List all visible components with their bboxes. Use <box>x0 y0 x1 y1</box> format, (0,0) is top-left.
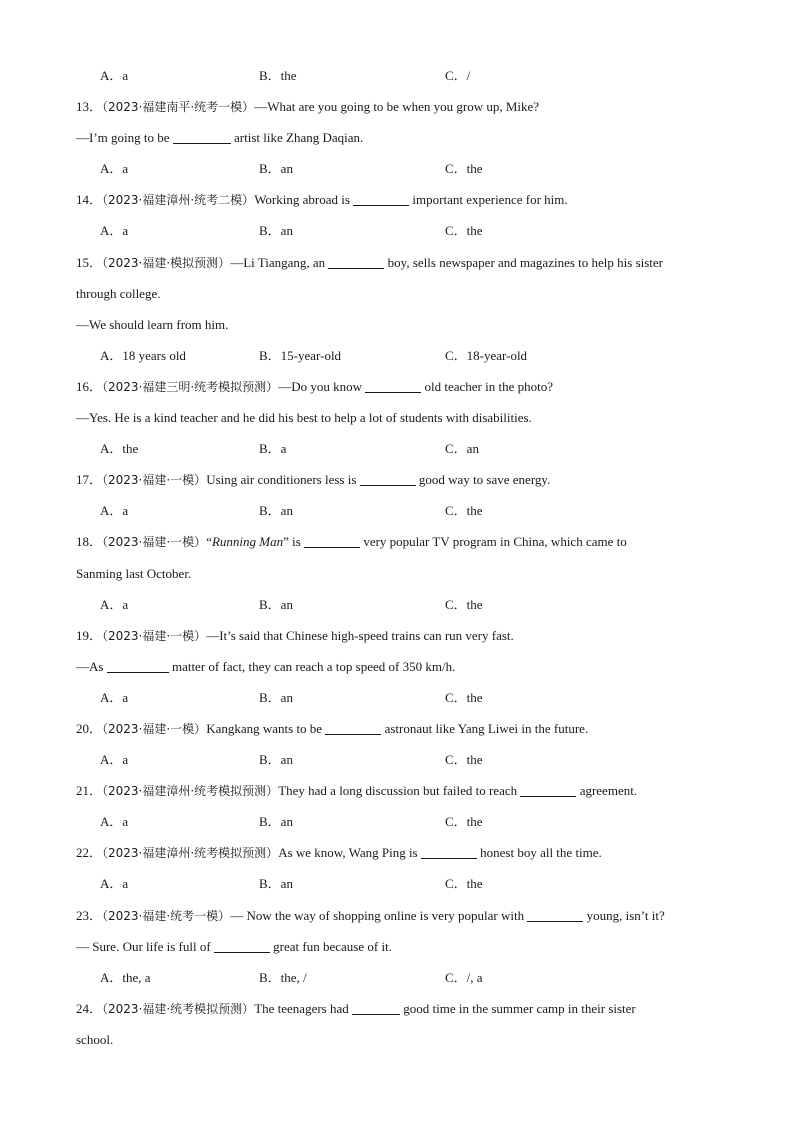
q22-stem-pre: As we know, Wang Ping is <box>278 845 421 861</box>
q17-source: （2023·福建·一模） <box>102 473 207 488</box>
q23-option-a[interactable]: A．the, a <box>100 969 151 985</box>
q23-stem-post: young, isn’t it? <box>583 907 665 923</box>
q15-source: （2023·福建·模拟预测） <box>102 255 231 270</box>
q21-number: 21． <box>76 783 103 799</box>
q14-number: 14． <box>76 192 103 208</box>
q19-options <box>76 682 726 713</box>
q17-stem <box>76 464 726 495</box>
q18-option-c[interactable]: C．the <box>445 596 483 612</box>
q19-stem-text: —It’s said that Chinese high-speed trains can run very fast. <box>206 627 514 643</box>
q14-stem-post: important experience for him. <box>409 192 568 208</box>
q23-stem <box>76 900 726 931</box>
q18-option-a[interactable]: A．a <box>100 596 129 612</box>
q23-line2-post: great fun because of it. <box>269 938 392 954</box>
question-page <box>76 60 726 1055</box>
q21-options <box>76 806 726 837</box>
q18-quote-open: “ <box>206 534 212 550</box>
q12-option-b[interactable]: B．the <box>259 68 297 83</box>
q22-option-b[interactable]: B．an <box>259 876 293 892</box>
q18-quote-close: ” is <box>283 534 305 550</box>
q20-option-c[interactable]: C．the <box>445 752 483 768</box>
q20-stem <box>76 713 726 744</box>
q23-options <box>76 962 726 993</box>
q17-stem-pre: Using air conditioners less is <box>206 472 360 488</box>
q20-option-a[interactable]: A．a <box>100 752 129 768</box>
q12-option-a[interactable]: A．a <box>100 68 129 83</box>
q20-option-b[interactable]: B．an <box>259 752 293 768</box>
q23-option-b[interactable]: B．the, / <box>259 969 307 985</box>
q13-option-b[interactable]: B．an <box>259 161 293 177</box>
q15-stem-post: boy, sells newspaper and magazines to help his sister <box>384 254 664 270</box>
q16-stem-post: old teacher in the photo? <box>421 378 553 394</box>
q23-stem-pre: — Now the way of shopping online is very popular with <box>230 907 528 923</box>
answer-blank[interactable] <box>520 782 576 797</box>
q19-line2 <box>76 651 726 682</box>
q13-line2-pre: —I’m going to be <box>76 130 173 146</box>
q23-number: 23． <box>76 907 103 923</box>
q18-stem-post: very popular TV program in China, which came to <box>360 534 627 550</box>
q24-source: （2023·福建·统考模拟预测） <box>102 1001 255 1016</box>
answer-blank[interactable] <box>360 471 416 486</box>
q16-source: （2023·福建三明·统考模拟预测） <box>102 379 279 394</box>
q18-line2: Sanming last October. <box>76 565 192 581</box>
q24-stem-pre: The teenagers had <box>254 1000 352 1016</box>
q17-number: 17． <box>76 472 103 488</box>
q13-line2 <box>76 122 726 153</box>
q13-stem-text: —What are you going to be when you grow up, Mike? <box>254 99 540 115</box>
q13-option-c[interactable]: C．the <box>445 161 483 177</box>
q16-stem-pre: —Do you know <box>278 378 366 394</box>
answer-blank[interactable] <box>304 533 360 548</box>
answer-blank[interactable] <box>352 1000 400 1015</box>
q17-option-b[interactable]: B．an <box>259 503 293 519</box>
q18-stem <box>76 526 726 557</box>
q16-option-a[interactable]: A．the <box>100 441 139 457</box>
q16-option-b[interactable]: B．a <box>259 441 287 457</box>
q21-option-b[interactable]: B．an <box>259 814 293 830</box>
q19-line2-post: matter of fact, they can reach a top speed of 350 km/h. <box>168 658 456 674</box>
q13-options <box>76 153 726 184</box>
q16-option-c[interactable]: C．an <box>445 441 479 457</box>
q12-option-c[interactable]: C．/ <box>445 68 471 83</box>
q22-stem <box>76 837 726 868</box>
q17-option-c[interactable]: C．the <box>445 503 483 519</box>
q16-stem <box>76 371 726 402</box>
q19-line2-pre: —As <box>76 658 107 674</box>
answer-blank[interactable] <box>365 378 421 393</box>
q19-number: 19． <box>76 627 103 643</box>
q19-option-c[interactable]: C．the <box>445 689 483 705</box>
q12-options <box>76 60 726 91</box>
q19-stem <box>76 620 726 651</box>
answer-blank[interactable] <box>173 129 231 144</box>
q21-stem-post: agreement. <box>576 783 638 799</box>
q18-option-b[interactable]: B．an <box>259 596 293 612</box>
q21-source: （2023·福建漳州·统考模拟预测） <box>102 784 279 799</box>
q16-options <box>76 433 726 464</box>
q24-stem <box>76 993 726 1024</box>
q18-number: 18． <box>76 534 103 550</box>
q21-stem <box>76 775 726 806</box>
q19-option-a[interactable]: A．a <box>100 689 129 705</box>
q15-options <box>76 340 726 371</box>
q21-option-a[interactable]: A．a <box>100 814 129 830</box>
q14-option-a[interactable]: A．a <box>100 223 129 239</box>
q22-option-c[interactable]: C．the <box>445 876 483 892</box>
q14-options <box>76 215 726 246</box>
answer-blank[interactable] <box>527 907 583 922</box>
q20-stem-pre: Kangkang wants to be <box>206 720 326 736</box>
q22-number: 22． <box>76 845 103 861</box>
q13-option-a[interactable]: A．a <box>100 161 129 177</box>
q23-source: （2023·福建·统考一模） <box>102 908 231 923</box>
q19-option-b[interactable]: B．an <box>259 689 293 705</box>
q23-line2 <box>76 931 726 962</box>
q17-options <box>76 495 726 526</box>
q13-source: （2023·福建南平·统考一模） <box>102 100 255 115</box>
q24-number: 24． <box>76 1000 103 1016</box>
q17-stem-post: good way to save energy. <box>415 472 551 488</box>
q22-options <box>76 868 726 899</box>
q15-number: 15． <box>76 254 103 270</box>
q20-options <box>76 744 726 775</box>
q22-stem-post: honest boy all the time. <box>476 845 602 861</box>
q15-stem-pre: —Li Tiangang, an <box>230 254 329 270</box>
q20-number: 20． <box>76 720 103 736</box>
q16-line2: —Yes. He is a kind teacher and he did his best to help a lot of students with disabilities. <box>76 410 532 426</box>
q23-line2-pre: — Sure. Our life is full of <box>76 938 214 954</box>
q18-program-title: Running Man <box>211 534 284 550</box>
q18-options <box>76 589 726 620</box>
q14-source: （2023·福建漳州·统考二模） <box>102 193 255 208</box>
q20-source: （2023·福建·一模） <box>102 721 207 736</box>
q24-line2: school. <box>76 1031 114 1047</box>
q13-stem <box>76 91 726 122</box>
q15-line3: —We should learn from him. <box>76 316 229 332</box>
q15-option-c[interactable]: C．18-year-old <box>445 347 528 363</box>
q15-option-a[interactable]: A．18 years old <box>100 347 186 363</box>
q14-option-c[interactable]: C．the <box>445 223 483 239</box>
q18-source: （2023·福建·一模） <box>102 535 207 550</box>
q19-source: （2023·福建·一模） <box>102 628 207 643</box>
q13-number: 13． <box>76 99 103 115</box>
answer-blank[interactable] <box>421 844 477 859</box>
q21-option-c[interactable]: C．the <box>445 814 483 830</box>
q22-option-a[interactable]: A．a <box>100 876 129 892</box>
q24-stem-post: good time in the summer camp in their sister <box>400 1000 636 1016</box>
q14-option-b[interactable]: B．an <box>259 223 293 239</box>
q21-stem-pre: They had a long discussion but failed to reach <box>278 783 521 799</box>
q23-option-c[interactable]: C．/, a <box>445 969 483 985</box>
q14-stem-pre: Working abroad is <box>254 192 354 208</box>
answer-blank[interactable] <box>325 720 381 735</box>
q14-stem <box>76 184 726 215</box>
q16-number: 16． <box>76 378 103 394</box>
q17-option-a[interactable]: A．a <box>100 503 129 519</box>
q20-stem-post: astronaut like Yang Liwei in the future. <box>381 720 589 736</box>
answer-blank[interactable] <box>328 254 384 269</box>
q22-source: （2023·福建漳州·统考模拟预测） <box>102 846 279 861</box>
answer-blank[interactable] <box>353 191 409 206</box>
answer-blank[interactable] <box>214 938 270 953</box>
q15-line2: through college. <box>76 285 161 301</box>
q15-option-b[interactable]: B．15-year-old <box>259 347 342 363</box>
q15-stem <box>76 247 726 278</box>
q13-line2-post: artist like Zhang Daqian. <box>230 130 364 146</box>
answer-blank[interactable] <box>107 658 169 673</box>
